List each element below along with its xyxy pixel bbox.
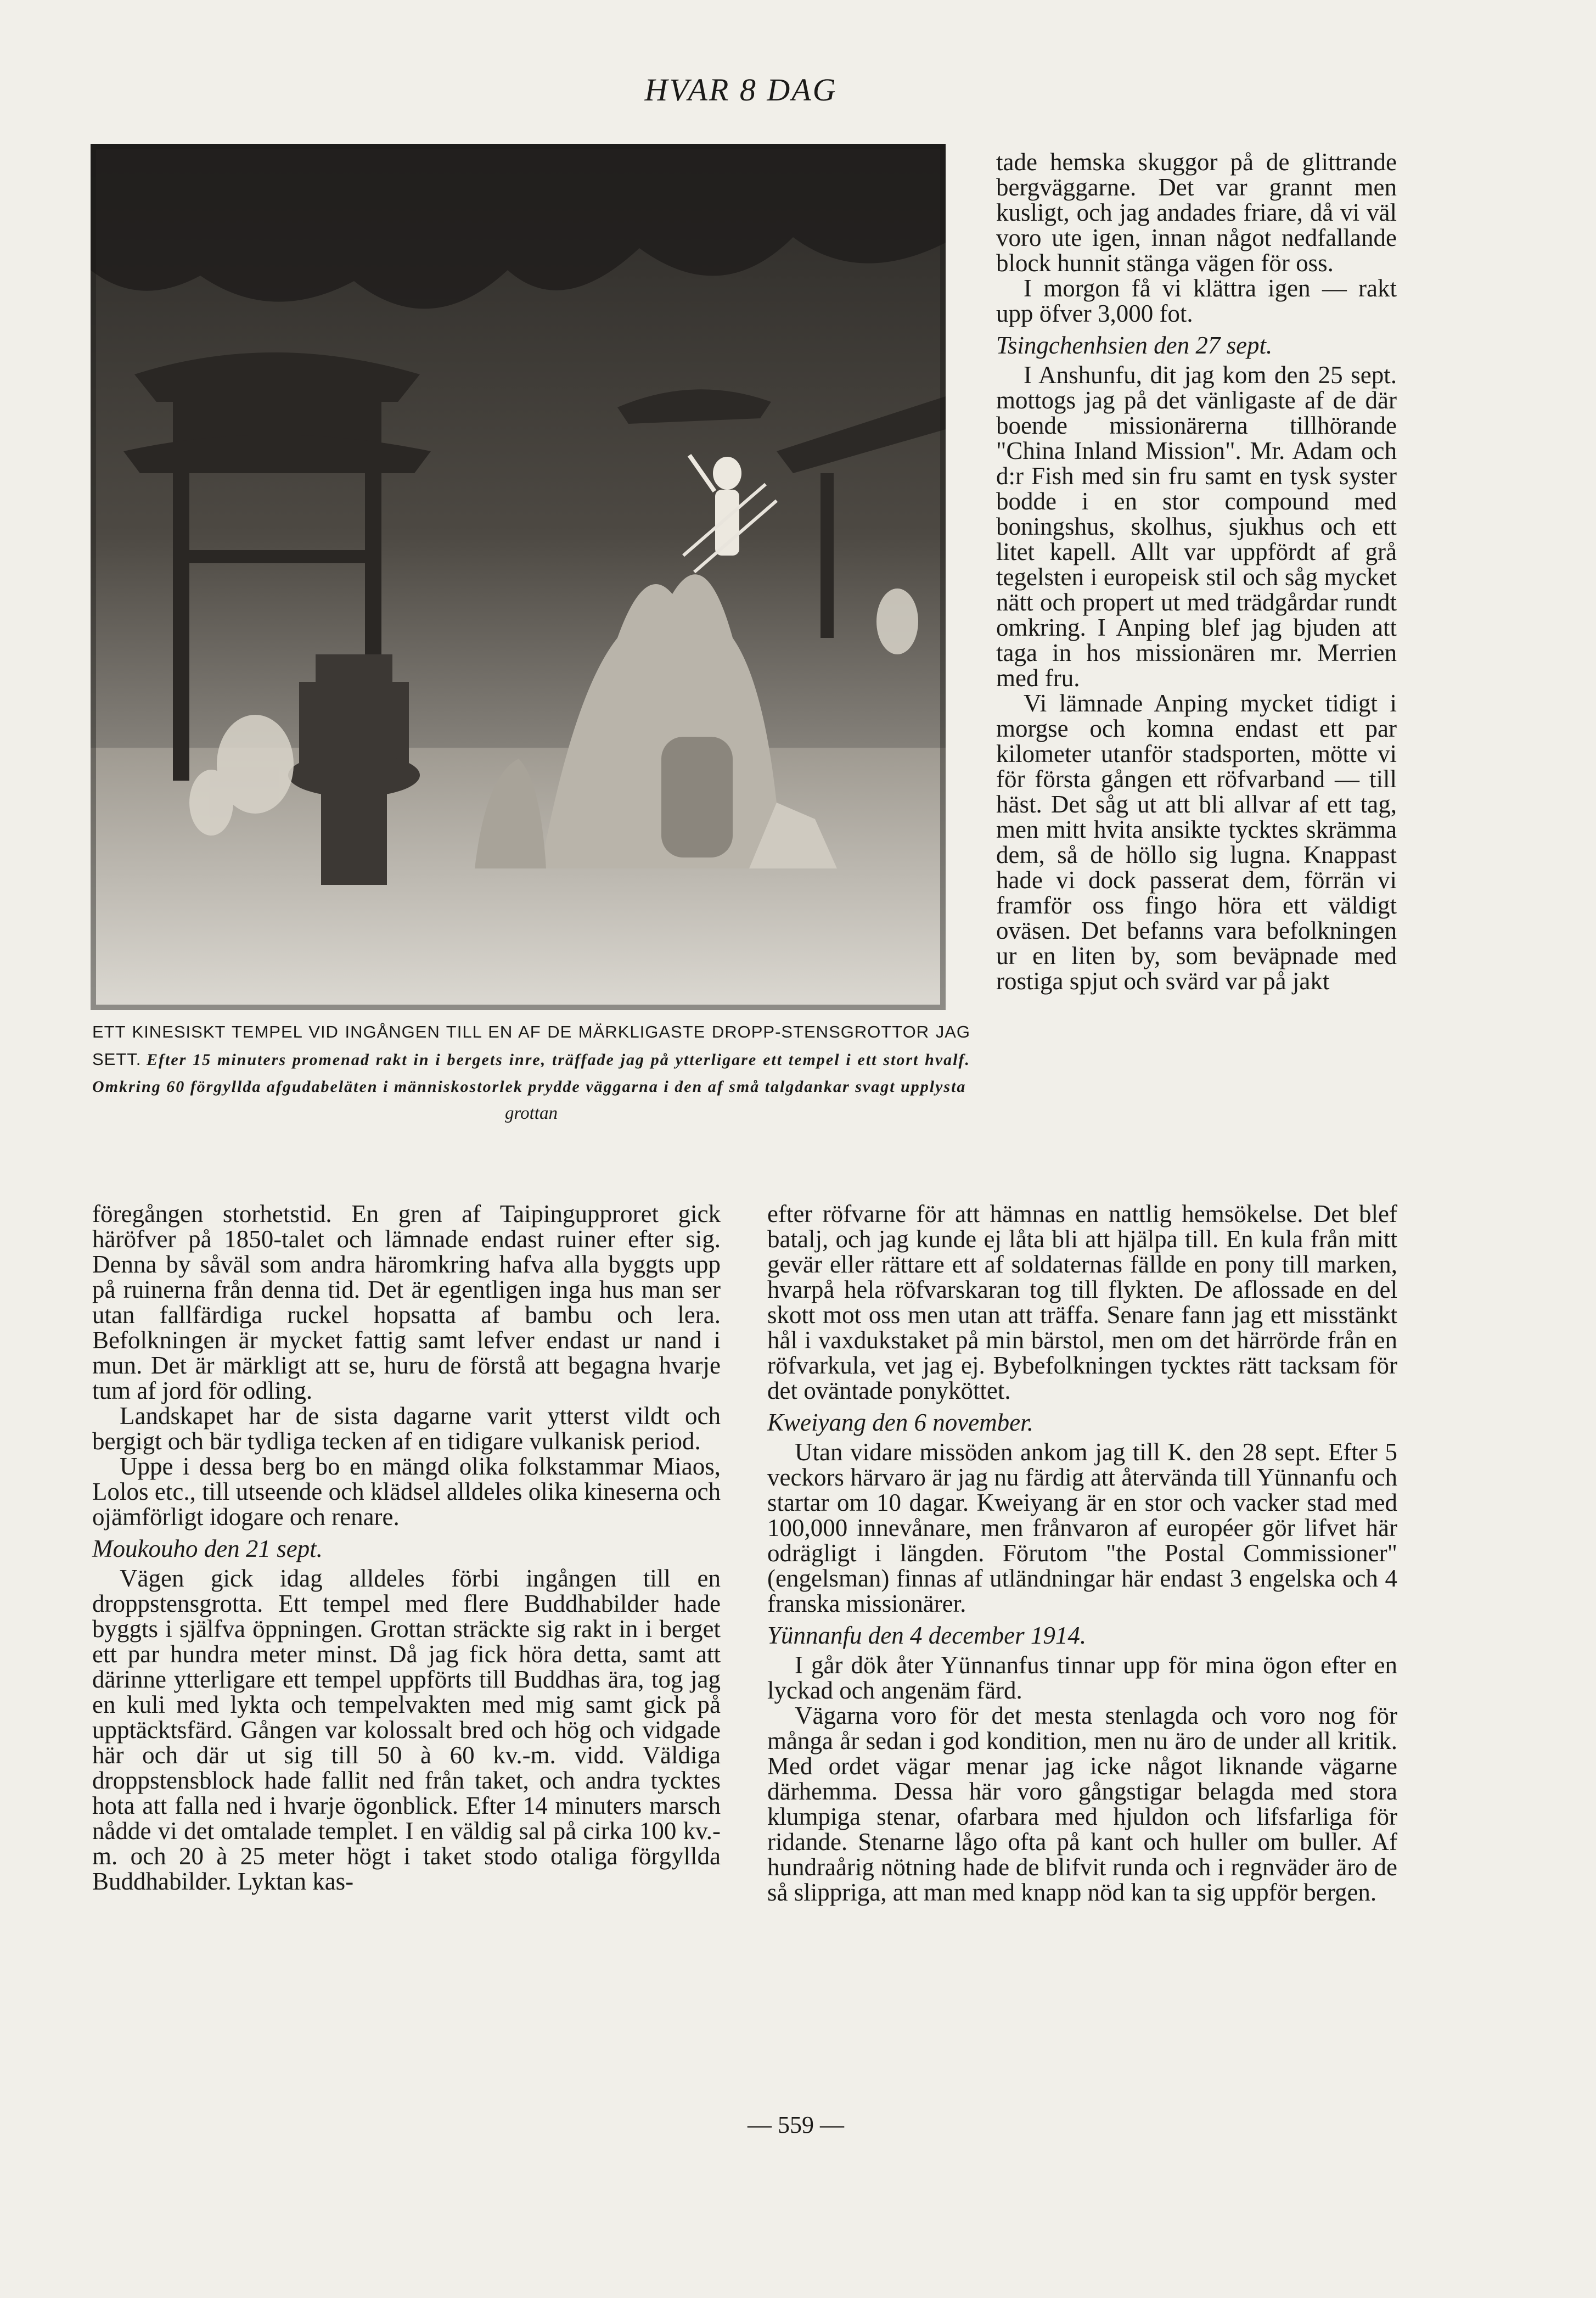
paragraph: tade hemska skuggor på de glittrande bergväggarne. Det var grannt men kusligt, och jag andades friare, då vi väl voro ute igen, innan något nedfallande block hunnit stänga vägen för oss. bbox=[996, 148, 1397, 277]
dateline-yunnanfu: Yünnanfu den 4 december 1914. bbox=[767, 1622, 1087, 1649]
dateline-moukouho: Moukouho den 21 sept. bbox=[92, 1535, 323, 1562]
dateline-kweiyang: Kweiyang den 6 november. bbox=[767, 1409, 1033, 1436]
photo-caption bbox=[92, 1018, 970, 1127]
paragraph: Vi lämnade Anping mycket tidigt i morgse och komna endast ett par kilometer utanför stadsporten, mötte vi för första gången ett röfvarband — till häst. Det såg ut att bli allvar af ett tag, men mitt hvita ansikte tycktes skrämma dem, så de höllo sig lugna. Knappast hade vi dock passerat dem, förrän vi framför oss fingo höra ett väldigt oväsen. Det befanns vara befolkningen ur en liten by, som beväpnade med rostiga spjut och svärd var på jakt bbox=[996, 690, 1397, 995]
paragraph: Vägarna voro för det mesta stenlagda och voro nog för många år sedan i god kondition, men nu äro de under all kritik. Med ordet vägar menar jag icke något liknande vägarne därhemma. Dessa här voro gångstigar belagda med stora klumpiga stenar, ofarbara med hjuldon och lifsfarliga för ridande. Stenarne lågo ofta på kant och huller om buller. Af hundraårig nötning hade de blifvit runda och i regnväder äro de så slippriga, att man med knapp nöd kan ta sig uppför bergen. bbox=[767, 1702, 1397, 1906]
right-column-top bbox=[996, 149, 1397, 994]
paragraph: Uppe i dessa berg bo en mängd olika folkstammar Miaos, Lolos etc., till utseende och klädsel alldeles olika kineserna och ojämförligt idogare och renare. bbox=[92, 1453, 721, 1531]
caption-body: Efter 15 minuters promenad rakt in i bergets inre, träffade jag på ytterligare ett tempel i ett stort hvalf. Omkring 60 förgyllda afgudabeläten i människostorlek prydde väggarna i den af små talgdankar svagt upplysta bbox=[92, 1051, 971, 1096]
paragraph: efter röfvarne för att hämnas en nattlig hemsökelse. Det blef batalj, och jag kunde ej låta bli att hjälpa till. En kula från mitt gevär eller rättare ett af soldaternas fällde en pony till marken, hvarpå hela röfvarskaran tog till flykten. De aflossade en del skott mot oss men utan att träffa. Senare fann jag ett misstänkt hål i vaxdukstaket på min bärstol, men om det härrörde från en röfvarkula, vet jag ej. Bybefolkningen tycktes rätt tacksam för det oväntade ponyköttet. bbox=[767, 1200, 1397, 1404]
page-number: — 559 — bbox=[748, 2111, 844, 2138]
paragraph: föregången storhetstid. En gren af Taipingupproret gick häröfver på 1850-talet och lämnade endast ruiner efter sig. Denna by såväl som andra häromkring hafva alla byggts upp på ruinerna från denna tid. Det är egentligen inga hus man ser utan fallfärdiga ruckel hopsatta af bambu och lera. Befolkningen är mycket fattig samt lefver endast ur nand i mun. Det är märkligt att se, huru de förstå att begagna hvarje tum af jord för odling. bbox=[92, 1200, 721, 1404]
paragraph: Utan vidare missöden ankom jag till K. den 28 sept. Efter 5 veckors härvaro är jag nu färdig att återvända till Yünnanfu och startar om 10 dagar. Kweiyang är en stor och vacker stad med 100,000 innevånare, men frånvaron af européer gör lifvet här odrägligt i längden. Förutom "the Postal Commissioner" (engelsman) finnas af utländningar här endast 3 engelska och 4 franska missionärer. bbox=[767, 1438, 1397, 1617]
temple-photo bbox=[91, 144, 946, 1010]
caption-lead: ETT KINESISKT TEMPEL VID INGÅNGEN TILL EN AF DE MÄRKLIGASTE DROPP-STENSGROTTOR JAG SETT. bbox=[92, 1022, 970, 1069]
running-title: HVAR 8 DAG bbox=[644, 72, 838, 108]
caption-end: grottan bbox=[505, 1103, 558, 1123]
left-column bbox=[92, 1201, 721, 1894]
paragraph: Vägen gick idag alldeles förbi ingången till en droppstensgrotta. Ett tempel med flere Buddhabilder hade byggts i själfva öppningen. Grottan sträckte sig rakt in i berget ett par hundra meter minst. Då jag fick höra detta, samt att därinne ytterligare ett tempel uppförts till Buddhas ära, tog jag en kuli med lykta och tempelvakten med mig samt gick på upptäcktsfärd. Gången var kolossalt bred och hög och vidgade här och där ut sig till 50 à 60 kv.-m. vidd. Väldiga droppstensblock hade fallit ned från taket, och andra tycktes hota att falla ned i hvarje ögonblick. Efter 14 minuters marsch nådde vi det omtalade templet. I en väldig sal på cirka 100 kv.-m. och 20 à 25 meter högt i taket stodo otaliga förgyllda Buddhabilder. Lyktan kas- bbox=[92, 1565, 721, 1895]
right-column-bottom bbox=[767, 1201, 1397, 1905]
dateline-tsingchenhsien: Tsingchenhsien den 27 sept. bbox=[996, 332, 1273, 359]
paragraph: Landskapet har de sista dagarne varit ytterst vildt och bergigt och bär tydliga tecken af en tidigare vulkanisk period. bbox=[92, 1402, 721, 1455]
paragraph: I Anshunfu, dit jag kom den 25 sept. mottogs jag på det vänligaste af de där boende missionärerna tillhörande "China Inland Mission". Mr. Adam och d:r Fish med sin fru samt en tysk syster bodde i en stor compound med boningshus, skolhus, sjukhus och ett litet kapell. Allt var uppfördt af grå tegelsten i europeisk stil och såg mycket nätt och propert ut med trädgårdar rundt omkring. I Anping blef jag bjuden att taga in hos missionären mr. Merrien med fru. bbox=[996, 361, 1397, 692]
paragraph: I morgon få vi klättra igen — rakt upp öfver 3,000 fot. bbox=[996, 274, 1397, 327]
paragraph: I går dök åter Yünnanfus tinnar upp för mina ögon efter en lyckad och angenäm färd. bbox=[767, 1651, 1397, 1704]
